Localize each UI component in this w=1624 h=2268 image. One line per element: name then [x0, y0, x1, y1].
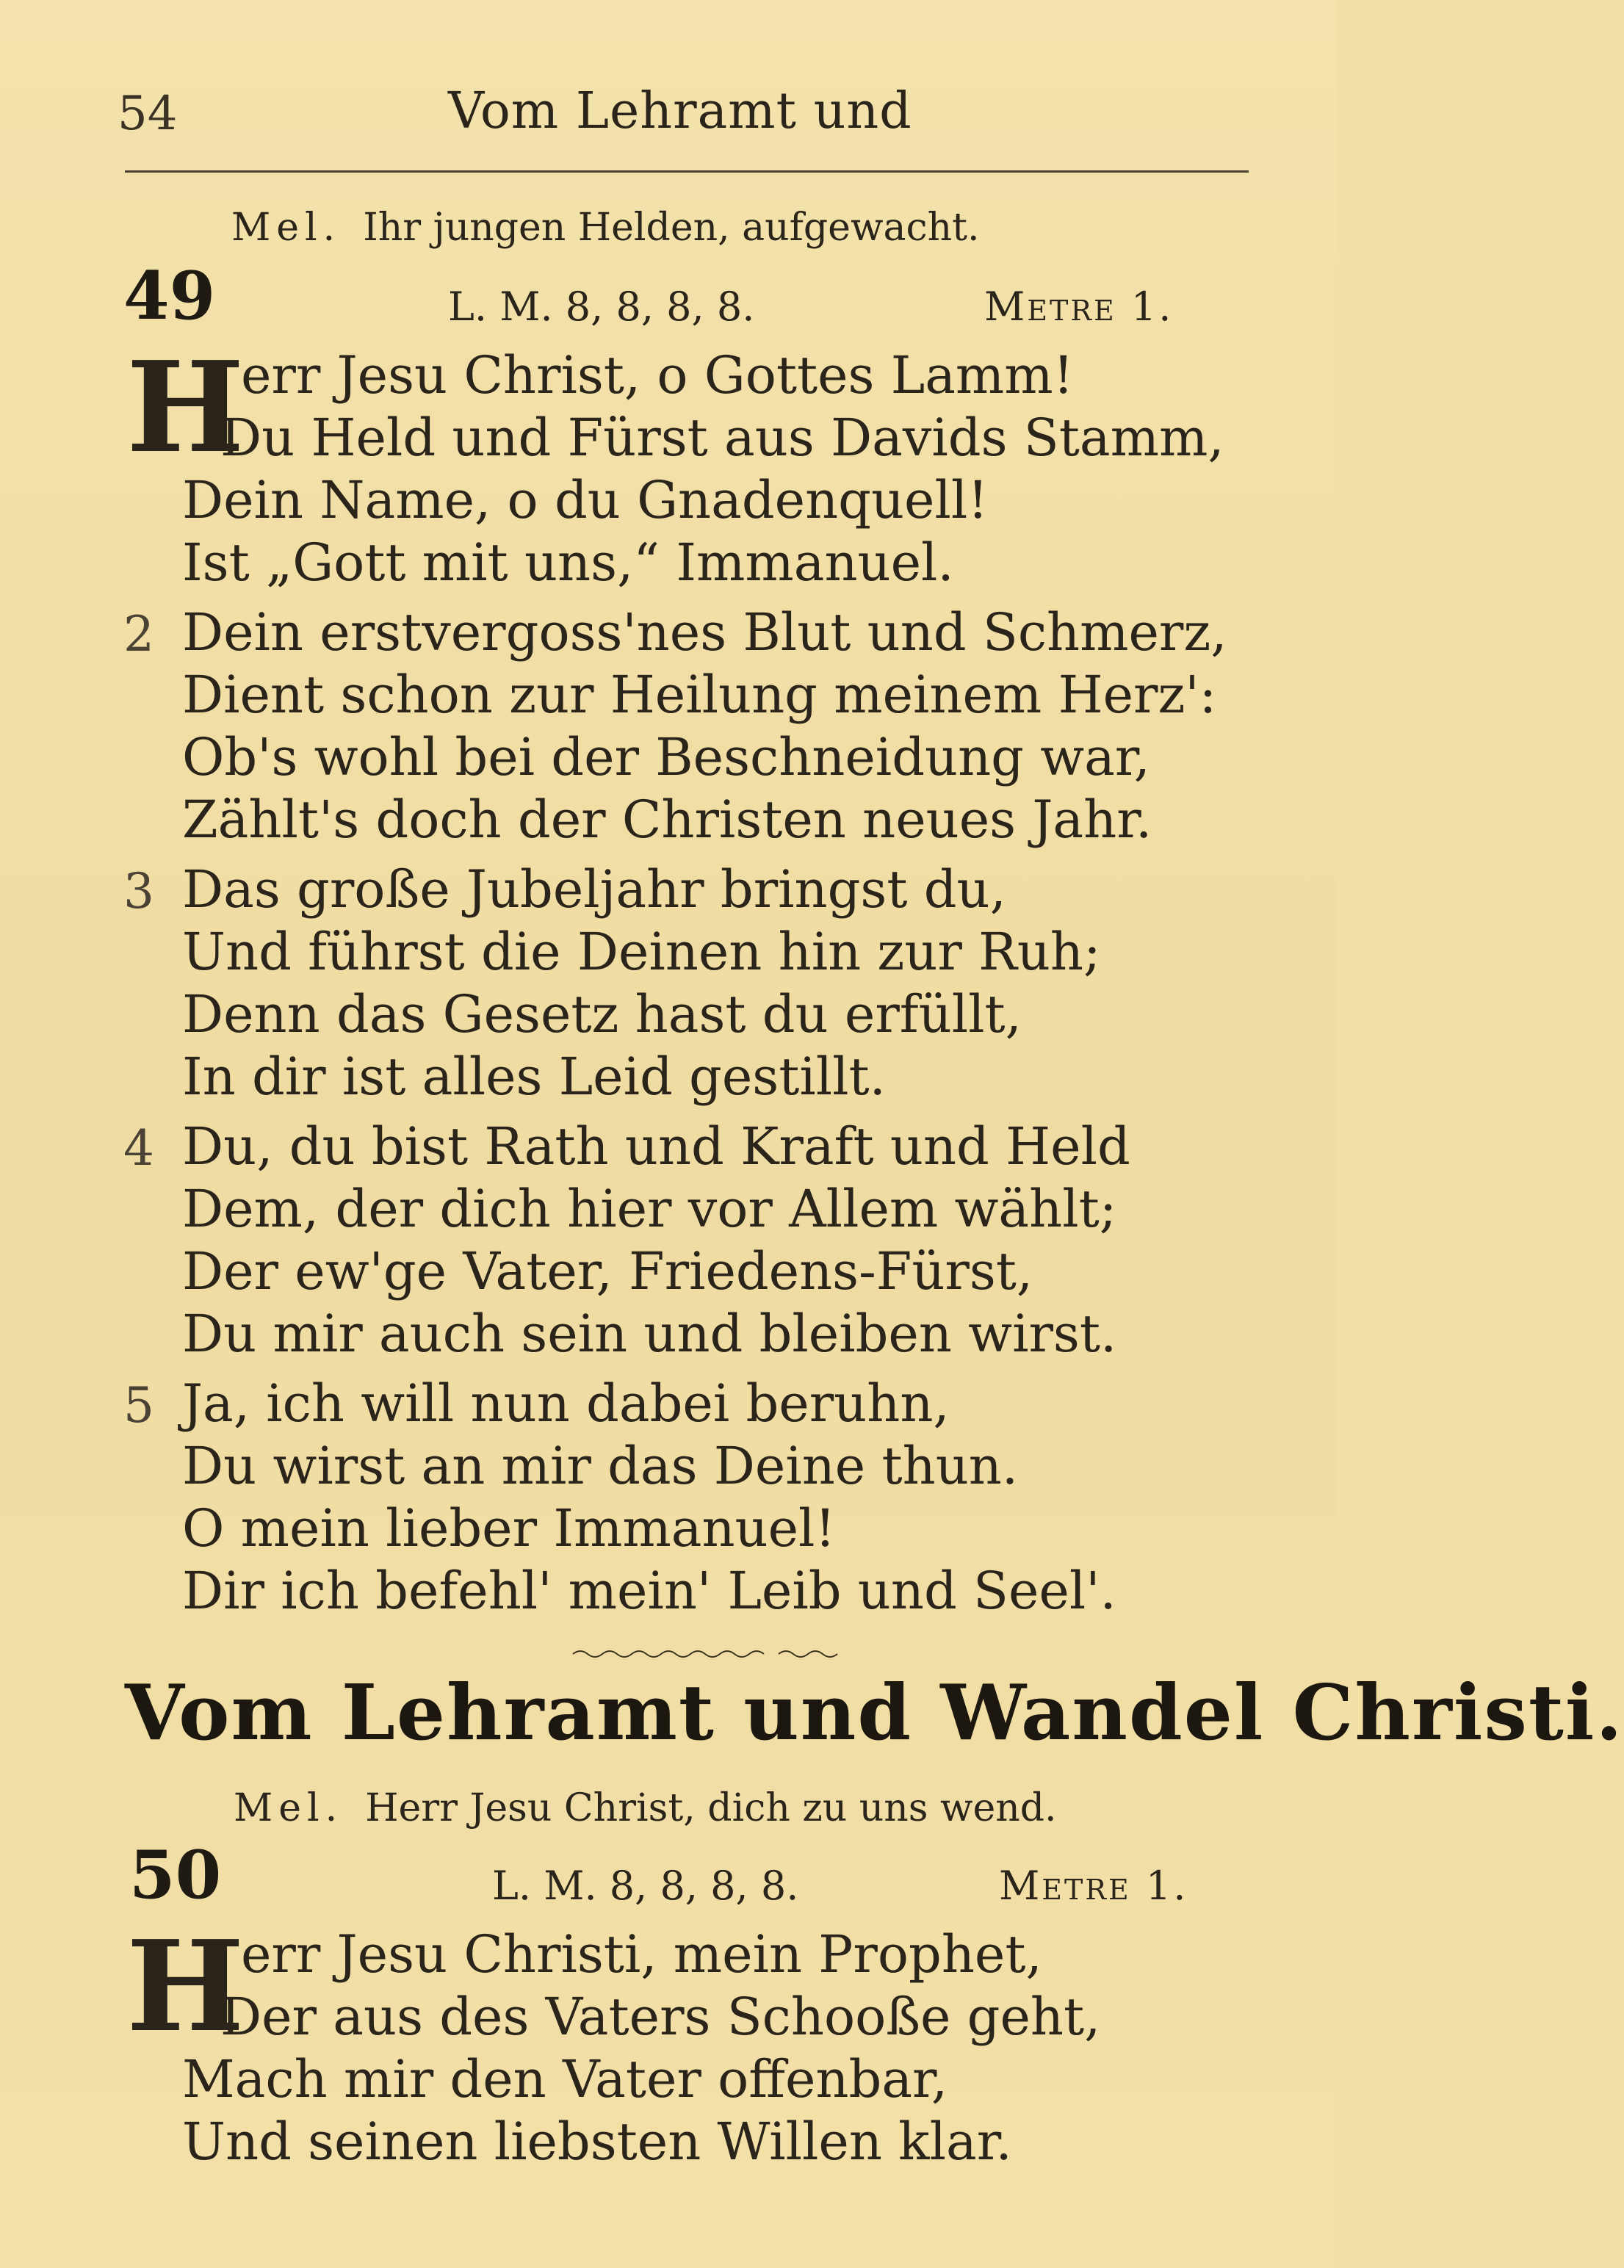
- metre-label: Metre 1.: [984, 284, 1174, 330]
- verse-line: Du mir auch sein und bleiben wirst.: [182, 1304, 1117, 1364]
- hymn-49-metre: L. M. 8, 8, 8, 8.: [448, 284, 755, 330]
- verse-line: Du wirst an mir das Deine thun.: [182, 1436, 1019, 1496]
- verse-line: Du, du bist Rath und Kraft und Held: [182, 1116, 1130, 1177]
- hymn-50-dropcap: H: [126, 1913, 245, 2060]
- verse-line: Ob's wohl bei der Beschneidung war,: [182, 727, 1150, 787]
- verse-line: Das große Jubeljahr bringst du,: [182, 859, 1006, 920]
- hymn-49-dropcap: H: [126, 334, 245, 481]
- verse-line: Der ew'ge Vater, Friedens-Fürst,: [182, 1241, 1033, 1301]
- melody-title: Herr Jesu Christ, dich zu uns wend.: [365, 1786, 1057, 1830]
- hymn-50-melody: [234, 1786, 1057, 1830]
- verse-line: Und führst die Deinen hin zur Ruh;: [182, 922, 1101, 982]
- verse-line: Ja, ich will nun dabei beruhn,: [182, 1373, 950, 1434]
- verse-line: Zählt's doch der Christen neues Jahr.: [182, 790, 1152, 850]
- verse-number: 3: [123, 863, 154, 920]
- verse-number: 5: [123, 1377, 154, 1434]
- header-rule: [125, 170, 1249, 173]
- running-head: Vom Lehramt und: [448, 82, 912, 140]
- hymn-number-49: 49: [123, 257, 216, 335]
- verse-line: In dir ist alles Leid gestillt.: [182, 1047, 886, 1107]
- hymn-49-melody: [231, 206, 980, 250]
- verse-line: Dein erstvergoss'nes Blut und Schmerz,: [182, 602, 1227, 662]
- verse-number: 4: [123, 1120, 154, 1177]
- verse-line: err Jesu Christi, mein Prophet,: [241, 1924, 1042, 1984]
- page-number: 54: [118, 87, 178, 141]
- verse-line: Und seinen liebsten Willen klar.: [182, 2112, 1012, 2172]
- verse-line: Dem, der dich hier vor Allem wählt;: [182, 1179, 1117, 1239]
- verse-line: Du Held und Fürst aus Davids Stamm,: [220, 408, 1224, 468]
- metre-label: Metre 1.: [999, 1863, 1188, 1909]
- melody-label: Mel.: [231, 206, 342, 250]
- verse-line: O mein lieber Immanuel!: [182, 1498, 836, 1559]
- hymn-50-metre-label: [999, 1863, 1188, 1909]
- verse-line: err Jesu Christ, o Gottes Lamm!: [241, 345, 1074, 405]
- verse-line: Dient schon zur Heilung meinem Herz':: [182, 665, 1217, 725]
- verse-line: Der aus des Vaters Schooße geht,: [220, 1987, 1101, 2047]
- hymn-49-metre-label: [984, 284, 1173, 330]
- hymn-number-50: 50: [129, 1836, 222, 1914]
- melody-label: Mel.: [234, 1786, 344, 1830]
- hymn-50-metre: L. M. 8, 8, 8, 8.: [492, 1863, 799, 1909]
- verse-line: Dir ich befehl' mein' Leib und Seel'.: [182, 1561, 1116, 1621]
- verse-line: Mach mir den Vater offenbar,: [182, 2049, 948, 2109]
- verse-line: Dein Name, o du Gnadenquell!: [182, 470, 989, 530]
- melody-title: Ihr jungen Helden, aufgewacht.: [363, 206, 980, 250]
- ornament-divider: [573, 1647, 837, 1661]
- verse-line: Ist „Gott mit uns,“ Immanuel.: [182, 532, 954, 593]
- verse-number: 2: [123, 606, 154, 662]
- section-title: Vom Lehramt und Wandel Christi.: [125, 1667, 1624, 1758]
- verse-line: Denn das Gesetz hast du erfüllt,: [182, 984, 1022, 1044]
